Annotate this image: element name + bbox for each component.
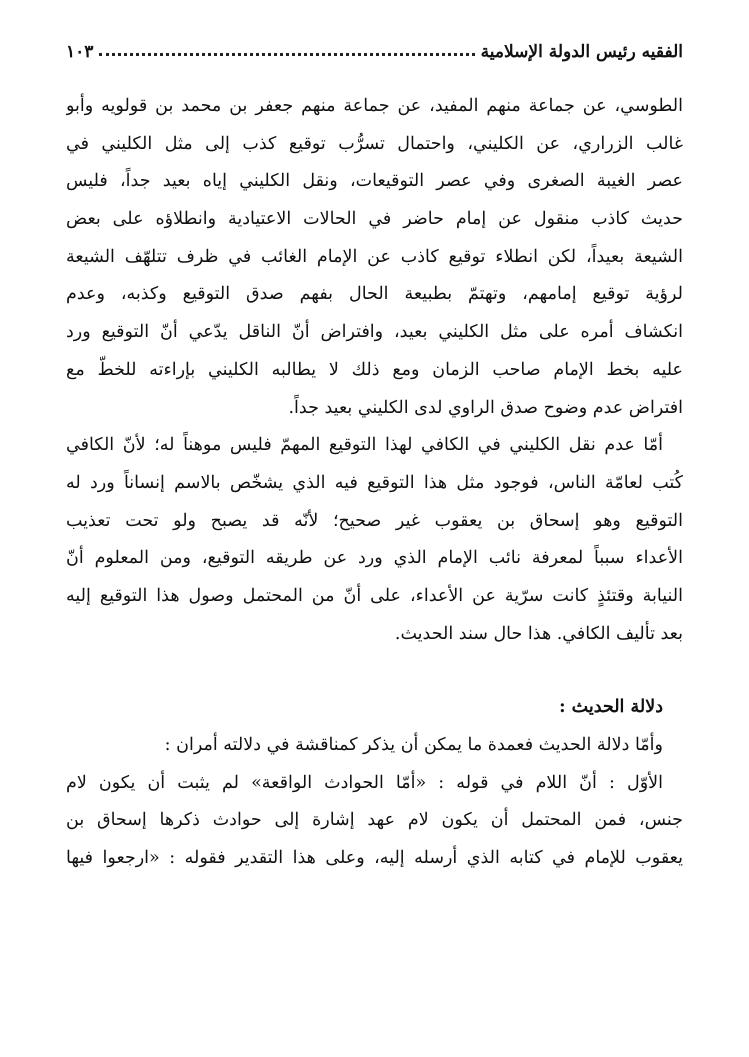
text-line: عليه بخط الإمام صاحب الزمان ومع ذلك لا يطالبه الكليني بإراءته للخطّ مع <box>66 359 683 380</box>
text-line: الطوسي، عن جماعة منهم المفيد، عن جماعة منهم جعفر بن محمد بن قولويه وأبو <box>66 96 683 116</box>
paragraph-3 <box>66 727 683 765</box>
section-heading: دلالة الحديث : <box>559 697 663 718</box>
text-line: الشيعة بعيداً، لكن انطلاء توقيع كاذب عن الإمام الغائب في ظرف تتلهّف الشيعة <box>66 246 683 267</box>
text-line: وأمّا دلالة الحديث فعمدة ما يمكن أن يذكر كمناقشة في دلالته أمران : <box>164 735 663 755</box>
text-line: أمّا عدم نقل الكليني في الكافي لهذا التوقيع المهمّ فليس موهناً له؛ لأنّ الكافي <box>66 435 663 456</box>
text-line: الأعداء سبباً لمعرفة نائب الإمام الذي ورد عن طريقه التوقيع، ومن المعلوم أنّ <box>66 548 683 569</box>
text-line: عصر الغيبة الصغرى وفي عصر التوقيعات، ونقل الكليني إياه بعيد جداً، فليس <box>66 171 683 192</box>
paragraph-1 <box>66 88 683 427</box>
text-line: الأوّل : أنّ اللام في قوله : «أمّا الحوادث الواقعة» لم يثبت أن يكون لام <box>66 772 663 793</box>
text-line: غالب الزراري، عن الكليني، واحتمال تسرُّب توقيع كذب إلى مثل الكليني في <box>66 133 683 154</box>
section-gap <box>66 653 683 689</box>
running-header <box>66 30 683 62</box>
text-line: كُتب لعامّة الناس، فوجود مثل هذا التوقيع فيه الذي يشخّص بالاسم إنساناً ورد له <box>66 472 683 493</box>
text-line: لرؤية توقيع إمامهم، وتهتمّ بطبيعة الحال بفهم صدق التوقيع وكذبه، وعدم <box>66 284 683 305</box>
text-line: بعد تأليف الكافي. هذا حال سند الحديث. <box>394 623 683 644</box>
header-dot-leader <box>99 53 474 56</box>
page-body <box>66 88 683 878</box>
text-line: انكشاف أمره على مثل الكليني بعيد، وافتراض أنّ الناقل يدّعي أنّ التوقيع ورد <box>66 322 683 343</box>
header-title: الفقيه رئيس الدولة الإسلامية <box>480 42 683 62</box>
text-line: يعقوب للإمام في كتابه الذي أرسله إليه، وعلى هذا التقدير فقوله : «ارجعوا فيها <box>66 848 683 869</box>
text-line: التوقيع وهو إسحاق بن يعقوب غير صحيح؛ لأنّه قد يصبح ولو تحت تعذيب <box>66 510 683 531</box>
paragraph-2 <box>66 427 683 653</box>
text-line: جنس، فمن المحتمل أن يكون لام عهد إشارة إلى حوادث ذكرها إسحاق بن <box>66 810 683 831</box>
page-number: ١٠٣ <box>66 42 94 62</box>
text-line: افتراض عدم وضوح صدق الراوي لدى الكليني بعيد جداً. <box>288 397 683 418</box>
paragraph-4 <box>66 765 683 878</box>
text-line: النيابة وقتئذٍ كانت سرّية عن الأعداء، على أنّ من المحتمل وصول هذا التوقيع إليه <box>66 585 683 606</box>
text-line: حديث كاذب منقول عن إمام حاضر في الحالات الاعتيادية وانطلاؤه على بعض <box>66 209 683 230</box>
